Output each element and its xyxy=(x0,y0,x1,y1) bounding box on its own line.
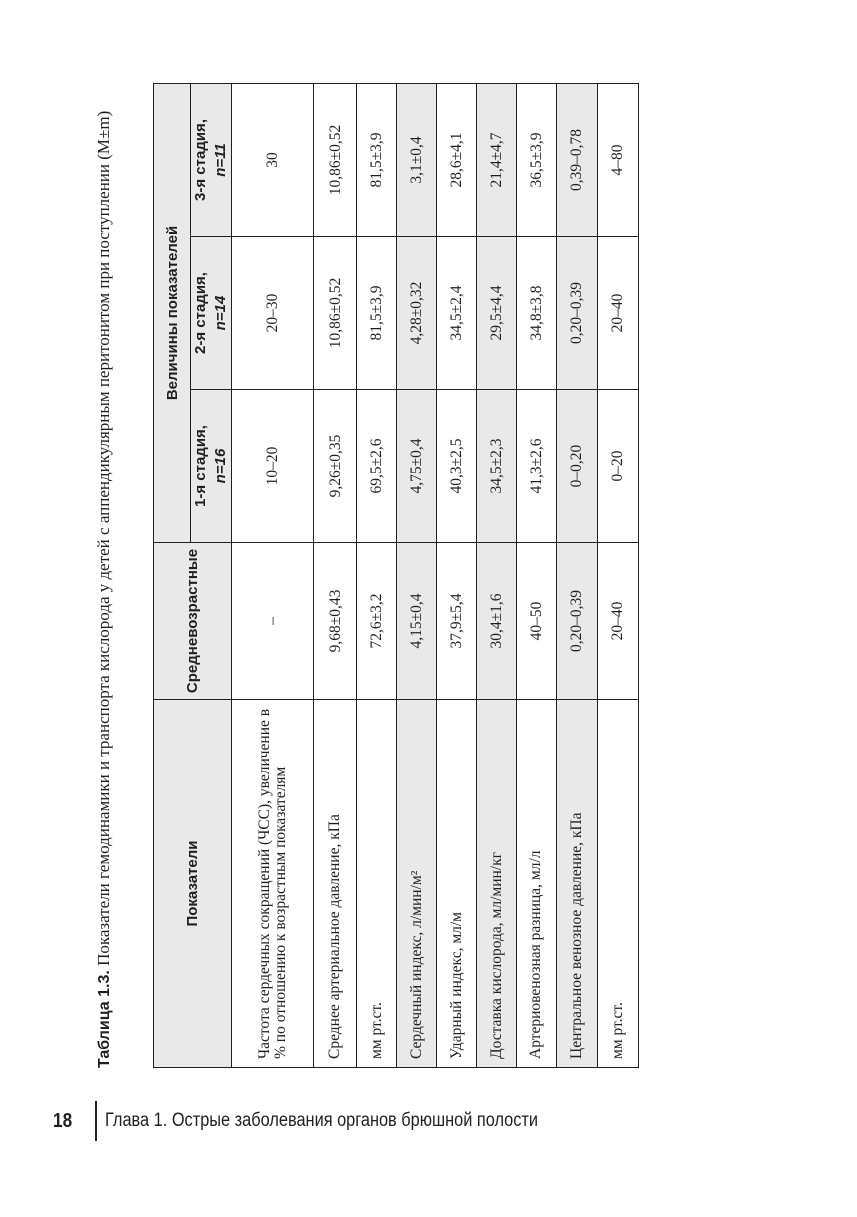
footer-divider xyxy=(95,1101,97,1141)
row-value-cell: 81,5±3,9 xyxy=(357,83,397,236)
row-value-cell: 30 xyxy=(232,83,314,236)
row-indicator-cell: Частота сердечных сокращений (ЧСС), увеличение в % по отношению к возрастным показателям xyxy=(232,700,314,1068)
row-value-cell: 29,5±4,4 xyxy=(477,237,517,390)
rotated-table-block xyxy=(93,84,647,1068)
row-value-cell: 20–40 xyxy=(597,543,638,700)
row-value-cell: – xyxy=(232,543,314,700)
row-indicator-cell: мм рт.ст. xyxy=(597,700,638,1068)
row-value-cell: 37,9±5,4 xyxy=(437,543,477,700)
chapter-title: Глава 1. Острые заболевания органов брюшной полости xyxy=(105,1110,539,1131)
row-value-cell: 0,39–0,78 xyxy=(556,83,597,236)
table-body xyxy=(232,83,639,1067)
row-value-cell: 4,15±0,4 xyxy=(397,543,437,700)
row-value-cell: 4–80 xyxy=(597,83,638,236)
row-value-cell: 0–20 xyxy=(597,390,638,543)
row-value-cell: 40,3±2,5 xyxy=(437,390,477,543)
table-caption-label: Таблица 1.3. xyxy=(96,970,113,1068)
table-row xyxy=(556,83,597,1067)
table-row xyxy=(314,83,357,1067)
row-value-cell: 28,6±4,1 xyxy=(437,83,477,236)
row-value-cell: 34,5±2,3 xyxy=(477,390,517,543)
row-indicator-cell: Центральное венозное давление, кПа xyxy=(556,700,597,1068)
table-row xyxy=(477,83,517,1067)
table-row xyxy=(437,83,477,1067)
table-row xyxy=(516,83,556,1067)
row-indicator-cell: Ударный индекс, мл/м xyxy=(437,700,477,1068)
page-number: 18 xyxy=(53,1109,73,1132)
header-stage-1: 1-я стадия, n=16 xyxy=(191,390,232,543)
row-value-cell: 10–20 xyxy=(232,390,314,543)
row-value-cell: 20–40 xyxy=(597,237,638,390)
table-row xyxy=(232,83,314,1067)
row-value-cell: 20–30 xyxy=(232,237,314,390)
row-value-cell: 9,68±0,43 xyxy=(314,543,357,700)
table-caption xyxy=(93,84,116,1068)
row-value-cell: 36,5±3,9 xyxy=(516,83,556,236)
row-indicator-cell: Доставка кислорода, мл/мин/кг xyxy=(477,700,517,1068)
row-indicator-cell: мм рт.ст. xyxy=(357,700,397,1068)
row-value-cell: 34,5±2,4 xyxy=(437,237,477,390)
table-row xyxy=(397,83,437,1067)
row-value-cell: 21,4±4,7 xyxy=(477,83,517,236)
hemodynamics-table xyxy=(153,83,639,1068)
row-value-cell: 72,6±3,2 xyxy=(357,543,397,700)
row-value-cell: 81,5±3,9 xyxy=(357,237,397,390)
row-indicator-cell: Сердечный индекс, л/мин/м² xyxy=(397,700,437,1068)
page-footer xyxy=(53,1101,609,1141)
row-value-cell: 40–50 xyxy=(516,543,556,700)
row-value-cell: 0,20–0,39 xyxy=(556,543,597,700)
row-value-cell: 34,8±3,8 xyxy=(516,237,556,390)
row-value-cell: 3,1±0,4 xyxy=(397,83,437,236)
header-stage-3: 3-я стадия, n=11 xyxy=(191,83,232,236)
header-age-norm: Средневозрастные xyxy=(154,543,232,700)
row-value-cell: 30,4±1,6 xyxy=(477,543,517,700)
row-value-cell: 9,26±0,35 xyxy=(314,390,357,543)
row-value-cell: 41,3±2,6 xyxy=(516,390,556,543)
row-value-cell: 10,86±0,52 xyxy=(314,237,357,390)
row-indicator-cell: Артериовенозная разница, мл/л xyxy=(516,700,556,1068)
row-value-cell: 69,5±2,6 xyxy=(357,390,397,543)
row-value-cell: 0–0,20 xyxy=(556,390,597,543)
table-caption-text: Показатели гемодинамики и транспорта кислорода у детей с аппендикулярным перитонитом при поступлении (M±m) xyxy=(94,110,113,971)
row-value-cell: 4,75±0,4 xyxy=(397,390,437,543)
header-indicators: Показатели xyxy=(154,700,232,1068)
header-values-group: Величины показателей xyxy=(154,83,191,542)
header-stage-2: 2-я стадия, n=14 xyxy=(191,237,232,390)
table-row xyxy=(357,83,397,1067)
table-row xyxy=(597,83,638,1067)
row-value-cell: 4,28±0,32 xyxy=(397,237,437,390)
row-value-cell: 10,86±0,52 xyxy=(314,83,357,236)
row-indicator-cell: Среднее артериальное давление, кПа xyxy=(314,700,357,1068)
row-value-cell: 0,20–0,39 xyxy=(556,237,597,390)
